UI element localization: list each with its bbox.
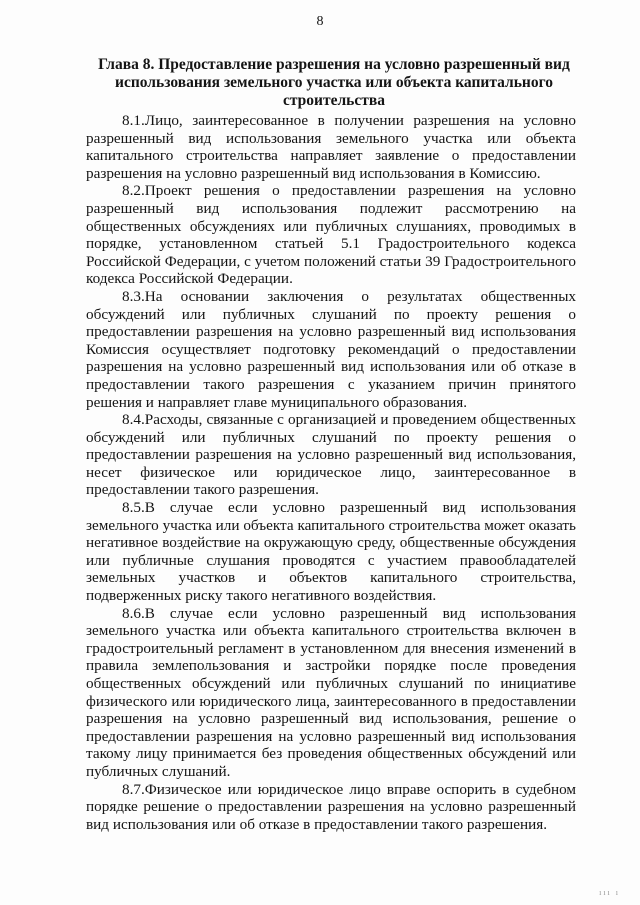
paragraph-8-1: 8.1.Лицо, заинтересованное в получении разрешения на условно разрешенный вид использования земельного участка или объекта капитального строительства направляет заявление о предоставлении разрешения на условно разрешенный вид использования в Комиссию.: [86, 112, 576, 182]
chapter-body: [86, 112, 576, 833]
paragraph-8-6: 8.6.В случае если условно разрешенный вид использования земельного участка или объекта капитального строительства включен в градостроительный регламент в установленном для внесения изменений в правила землепользования и застройки порядке после проведения общественных обсуждений или публичных слушаний по инициативе физического или юридического лица, заинтересованного в предоставлении разрешения на условно разрешенный вид использования, решение о предоставлении разрешения на условно разрешенный вид использования такому лицу принимается без проведения общественных обсуждений или публичных слушаний.: [86, 604, 576, 780]
paragraph-8-4: 8.4.Расходы, связанные с организацией и проведением общественных обсуждений или публичных слушаний по проекту решения о предоставлении разрешения на условно разрешенный вид использования, несет физическое или юридическое лицо, заинтересованное в предоставлении такого разрешения.: [86, 411, 576, 499]
chapter-title: Глава 8. Предоставление разрешения на условно разрешенный вид использования земельного участка или объекта капитального строительства: [98, 56, 570, 109]
paragraph-8-2: 8.2.Проект решения о предоставлении разрешения на условно разрешенный вид использования подлежит рассмотрению на общественных обсуждениях или публичных слушаниях, проводимых в порядке, установленном статьей 5.1 Градостроительного кодекса Российской Федерации, с учетом положений статьи 39 Градостроительного кодекса Российской Федерации.: [86, 182, 576, 288]
scan-corner-mark: ııı ı: [599, 888, 620, 897]
paragraph-8-7: 8.7.Физическое или юридическое лицо вправе оспорить в судебном порядке решение о предоставлении разрешения на условно разрешенный вид использования или об отказе в предоставлении такого разрешения.: [86, 780, 576, 833]
page-number: 8: [316, 14, 324, 29]
paragraph-8-3: 8.3.На основании заключения о результатах общественных обсуждений или публичных слушаний по проекту решения о предоставлении разрешения на условно разрешенный вид использования Комиссия осуществляет подготовку рекомендаций о предоставлении разрешения на условно разрешенный вид использования или об отказе в предоставлении такого разрешения с указанием причин принятого решения и направляет главе муниципального образования.: [86, 287, 576, 411]
paragraph-8-5: 8.5.В случае если условно разрешенный вид использования земельного участка или объекта капитального строительства может оказать негативное воздействие на окружающую среду, общественные обсуждения или публичные слушания проводятся с участием правообладателей земельных участков и объектов капитального строительства, подверженных риску такого негативного воздействия.: [86, 499, 576, 605]
